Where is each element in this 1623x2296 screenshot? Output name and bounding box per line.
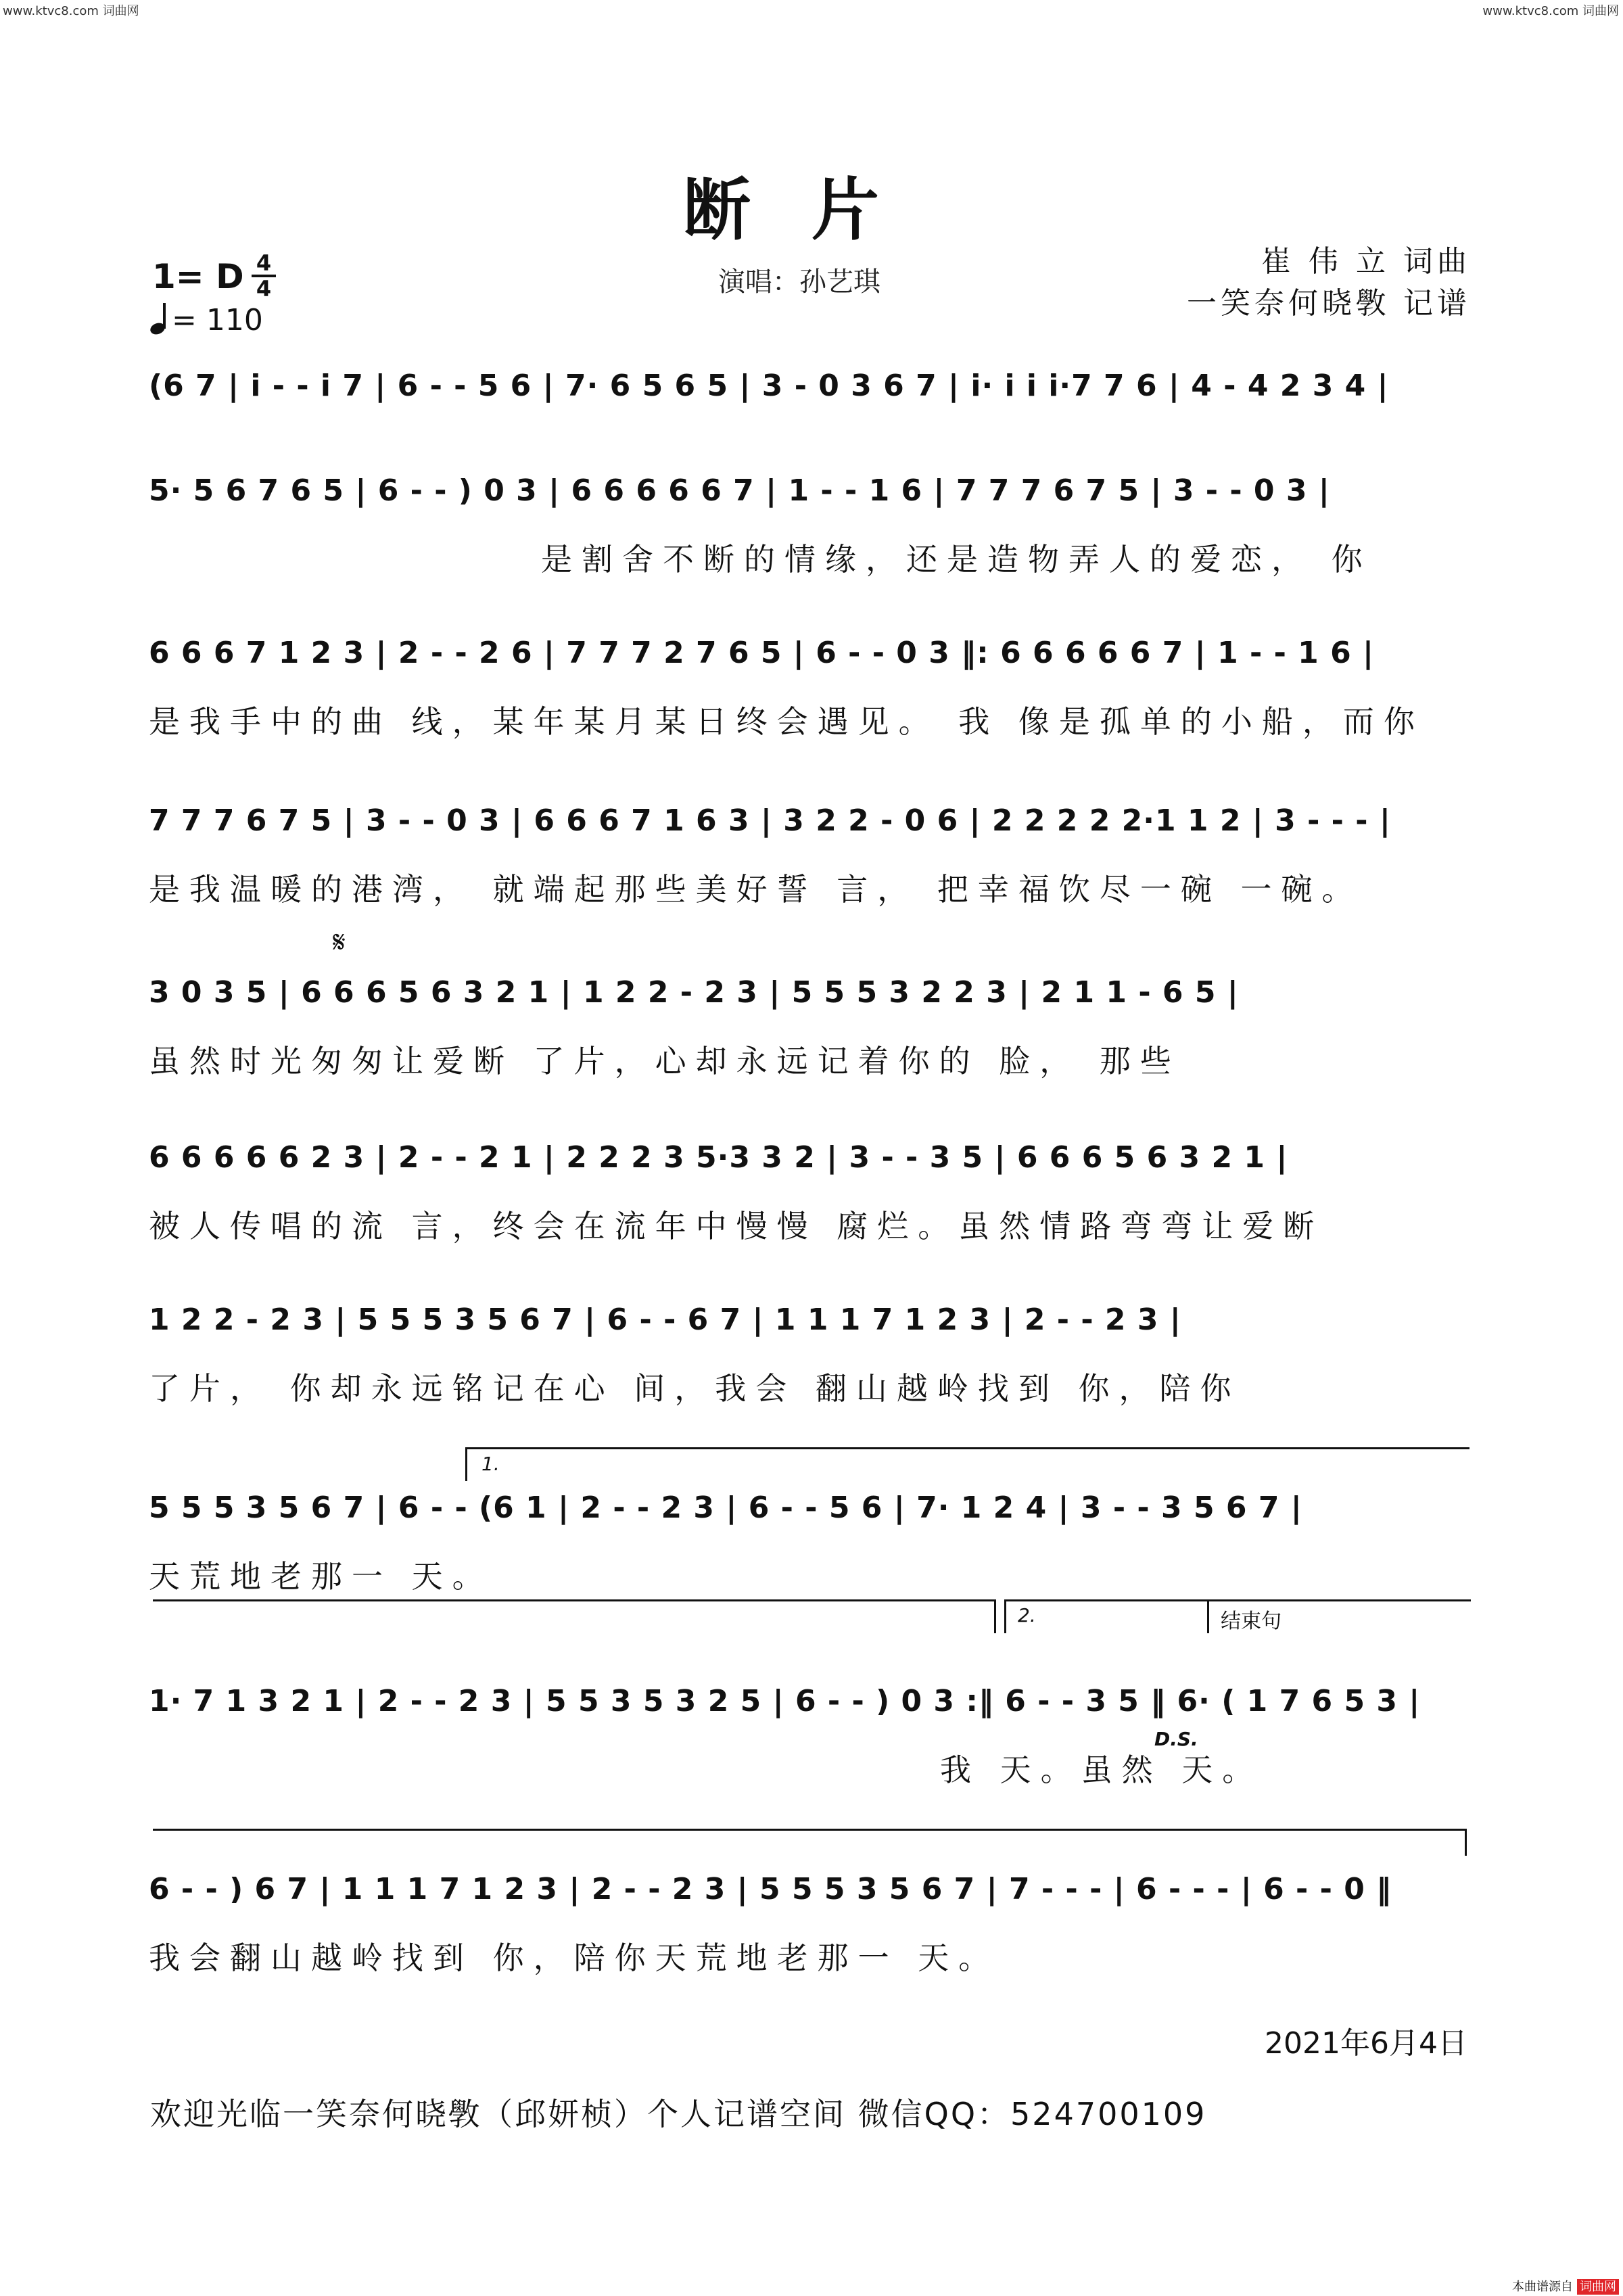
time-signature (252, 252, 276, 300)
quarter-note-icon (150, 303, 168, 334)
lyrics-line: 天荒地老那一 天。 (149, 1558, 493, 1595)
lyrics-line: 被人传唱的流 言，终会在流年中慢慢 腐烂。虽然情路弯弯让爱断 (149, 1208, 1324, 1244)
notation-line: 6 6 6 7 1 2 3 | 2 - - 2 6 | 7 7 7 2 7 6 5 | 6 - - 0 3 ‖: 6 6 6 6 6 7 | 1 - - 1 6 | (149, 636, 1375, 670)
lyrics-line: 是我手中的曲 线，某年某月某日终会遇见。 我 像是孤单的小船，而你 (149, 703, 1424, 740)
volta-1-bracket-end (994, 1599, 996, 1633)
lyrics-line: 了片， 你却永远铭记在心 间，我会 翻山越岭找到 你，陪你 (149, 1370, 1241, 1407)
watermark-right: www.ktvc8.com 词曲网 (1482, 4, 1619, 18)
tempo-value: = 110 (172, 303, 263, 337)
source-text: 本曲谱源自 (1512, 2280, 1573, 2294)
time-signature-bottom: 4 (252, 275, 276, 300)
footer-note: 欢迎光临一笑奈何晓斆（邱妍桢）个人记谱空间 微信QQ：524700109 (150, 2096, 1207, 2132)
key-signature: 1= D (152, 257, 244, 296)
time-signature-top: 4 (256, 250, 272, 276)
notation-line: 6 - - ) 6 7 | 1 1 1 7 1 2 3 | 2 - - 2 3 | 5 5 5 3 5 6 7 | 7 - - - | 6 - - - | 6 - - 0 ‖ (149, 1872, 1392, 1906)
lyrics-line: 是割舍不断的情缘，还是造物弄人的爱恋， 你 (541, 541, 1372, 578)
system-9 (149, 1684, 1474, 1790)
song-title: 断片 (683, 170, 940, 250)
system-8 (149, 1491, 1474, 1597)
notation-line: 1 2 2 - 2 3 | 5 5 5 3 5 6 7 | 6 - - 6 7 | 1 1 1 7 1 2 3 | 2 - - 2 3 | (149, 1303, 1181, 1337)
notation-line: 7 7 7 6 7 5 | 3 - - 0 3 | 6 6 6 7 1 6 3 | 3 2 2 - 0 6 | 2 2 2 2 2·1 1 2 | 3 - - - | (149, 803, 1391, 838)
performer: 演唱：孙艺琪 (718, 266, 880, 298)
ds-marking: D.S. (1154, 1728, 1198, 1750)
lyrics-line: 我 天。虽然 天。 (940, 1752, 1263, 1788)
system-1 (149, 369, 1474, 403)
notation-line: 6 6 6 6 6 2 3 | 2 - - 2 1 | 2 2 2 3 5·3 3 2 | 3 - - 3 5 | 6 6 6 5 6 3 2 1 | (149, 1140, 1288, 1175)
ending-bracket-end (1465, 1829, 1467, 1856)
system-6 (149, 1140, 1474, 1246)
transcriber-credit: 一笑奈何晓斆 记谱 (1187, 286, 1471, 321)
notation-line: 3 0 3 5 | 6 6 6 5 6 3 2 1 | 1 2 2 - 2 3 | 5 5 5 3 2 2 3 | 2 1 1 - 6 5 | (149, 975, 1239, 1010)
ending-bracket (1207, 1599, 1471, 1601)
watermark-left: www.ktvc8.com 词曲网 (3, 4, 139, 18)
volta-1-bracket-continued (153, 1599, 995, 1601)
source-tag: 词曲网 (1577, 2279, 1619, 2295)
lyrics-line: 是我温暖的港湾， 就端起那些美好誓 言， 把幸福饮尽一碗 一碗。 (149, 871, 1363, 908)
volta-2-label: 2. (1018, 1604, 1036, 1626)
ending-bracket-continued (153, 1829, 1466, 1831)
system-3 (149, 636, 1474, 742)
notation-line: (6 7 | i - - i 7 | 6 - - 5 6 | 7· 6 5 6 5 | 3 - 0 3 6 7 | i· i i i·7 7 6 | 4 - 4 2 3 4 | (149, 369, 1389, 403)
source-badge[interactable] (1512, 2277, 1619, 2295)
system-5 (149, 975, 1474, 1081)
lyrics-line: 我会翻山越岭找到 你，陪你天荒地老那一 天。 (149, 1940, 999, 1976)
notation-line: 5· 5 6 7 6 5 | 6 - - ) 0 3 | 6 6 6 6 6 7 | 1 - - 1 6 | 7 7 7 6 7 5 | 3 - - 0 3 | (149, 473, 1330, 508)
volta-1-bracket (465, 1447, 1469, 1449)
segno-sign: 𝄋 (333, 925, 346, 960)
system-10 (149, 1872, 1474, 1978)
system-4 (149, 803, 1474, 910)
notation-line: 1· 7 1 3 2 1 | 2 - - 2 3 | 5 5 3 5 3 2 5 | 6 - - ) 0 3 :‖ 6 - - 3 5 ‖ 6· ( 1 7 6 5 3 | (149, 1684, 1421, 1718)
volta-2-bracket (1004, 1599, 1207, 1601)
volta-1-bracket-start (465, 1447, 467, 1481)
ending-label: 结束句 (1221, 1610, 1281, 1633)
ending-bracket-start (1207, 1599, 1209, 1633)
notation-line: 5 5 5 3 5 6 7 | 6 - - (6 1 | 2 - - 2 3 | 6 - - 5 6 | 7· 1 2 4 | 3 - - 3 5 6 7 | (149, 1491, 1302, 1525)
composer-credit: 崔 伟 立 词曲 (1261, 244, 1471, 279)
system-7 (149, 1303, 1474, 1409)
volta-1-label: 1. (481, 1453, 500, 1475)
date: 2021年6月4日 (1265, 2026, 1467, 2061)
lyrics-line: 虽然时光匆匆让爱断 了片，心却永远记着你的 脸， 那些 (149, 1043, 1181, 1079)
system-2 (149, 473, 1474, 580)
volta-2-bracket-start (1004, 1599, 1006, 1633)
tempo-marking (150, 303, 263, 337)
